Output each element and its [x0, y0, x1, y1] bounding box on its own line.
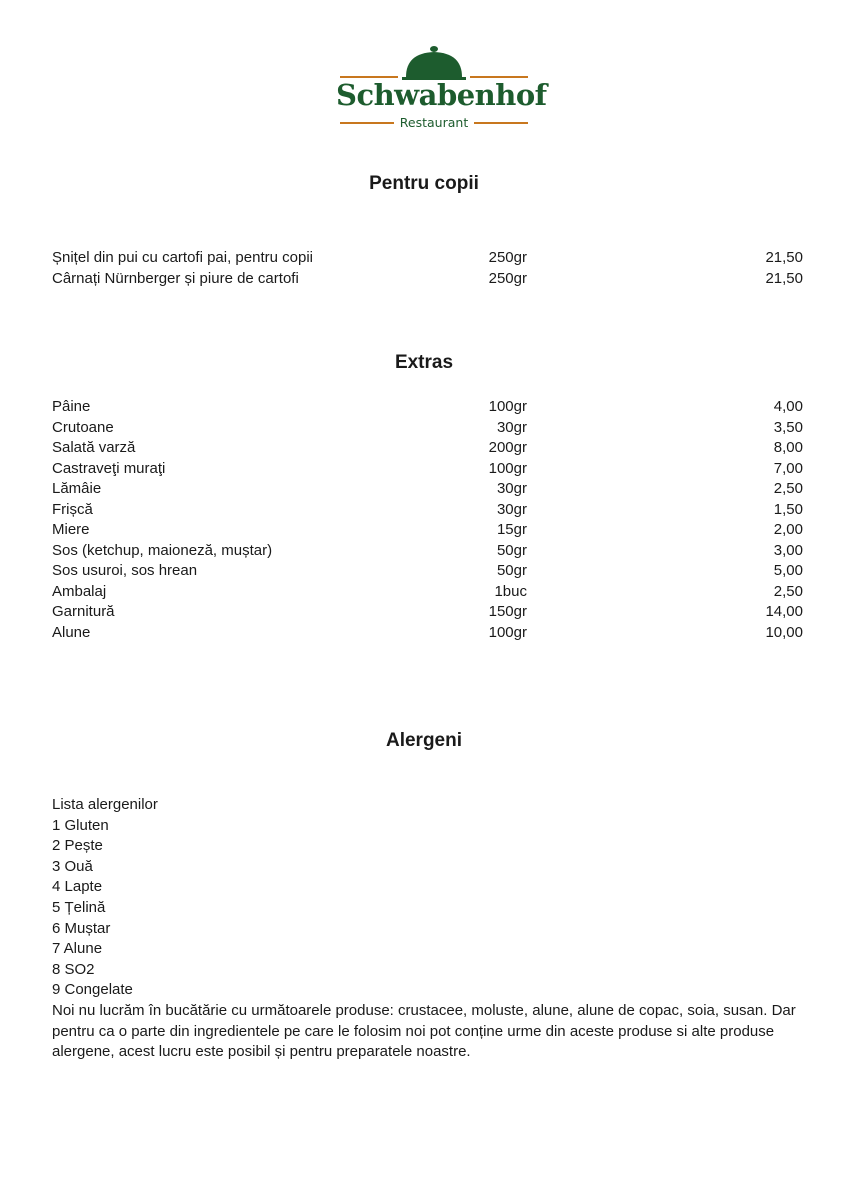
menu-item-name: Frișcă [52, 500, 93, 518]
logo-name: Schwabenhof [336, 78, 547, 112]
menu-row [52, 479, 803, 500]
menu-row [52, 541, 803, 562]
menu-row [52, 602, 803, 623]
menu-item-price: 8,00 [773, 439, 803, 456]
menu-row [52, 269, 803, 290]
allergen-item: 7 Alune [52, 940, 103, 958]
menu-item-quantity: 30gr [496, 418, 527, 436]
allergens-list-heading: Lista alergenilor [52, 796, 158, 813]
menu-item-price: 21,50 [765, 249, 803, 266]
allergen-item: 5 Țelină [52, 898, 106, 916]
menu-item-name: Șnițel din pui cu cartofi pai, pentru copii [52, 249, 313, 266]
menu-item-name: Alune [52, 623, 91, 641]
menu-row [52, 418, 803, 439]
menu-row [52, 248, 803, 269]
menu-item-quantity: 30gr [496, 480, 527, 497]
logo-subtitle: Restaurant [399, 115, 469, 130]
menu-item-price: 1,50 [773, 500, 803, 518]
menu-item-name: Miere [52, 521, 90, 538]
menu-item-price: 2,50 [773, 480, 803, 497]
menu-item-quantity: 100gr [488, 398, 527, 415]
allergen-item: 3 Ouă [52, 857, 93, 875]
menu-item-price: 3,00 [773, 541, 803, 559]
extras-menu-list [52, 397, 803, 643]
kids-menu-list [52, 248, 803, 289]
menu-item-quantity: 50gr [496, 562, 527, 579]
menu-row [52, 623, 803, 644]
menu-item-quantity: 200gr [488, 439, 527, 456]
menu-item-quantity: 250gr [488, 269, 527, 287]
menu-row [52, 500, 803, 521]
allergen-item: 9 Congelate [52, 981, 133, 999]
allergen-item: 6 Muștar [52, 919, 111, 937]
menu-row [52, 397, 803, 418]
menu-item-name: Cârnați Nürnberger și piure de cartofi [52, 269, 299, 287]
section-title-kids: Pentru copii [369, 173, 479, 194]
menu-item-price: 4,00 [773, 398, 803, 415]
menu-item-name: Crutoane [52, 418, 114, 436]
menu-item-quantity: 250gr [488, 249, 527, 266]
allergen-item: 8 SO2 [52, 960, 95, 978]
menu-item-price: 5,00 [773, 562, 803, 579]
menu-item-price: 3,50 [773, 418, 803, 436]
menu-row [52, 459, 803, 480]
menu-item-price: 21,50 [765, 269, 803, 287]
menu-item-name: Castraveţi muraţi [52, 459, 166, 477]
menu-row [52, 520, 803, 541]
allergens-note: Noi nu lucrăm în bucătărie cu următoarele produse: crustacee, moluste, alune, alune de copac, soia, susan. Dar pentru ca o parte din ingredientele pe care le folosim noi pot conține urme din aceste produse si alte produse alergene, acest lucru este posibil și pentru preparatele noastre. [52, 1001, 796, 1061]
menu-row [52, 438, 803, 459]
menu-item-name: Sos usuroi, sos hrean [52, 562, 198, 579]
section-title-extras: Extras [394, 352, 454, 373]
menu-item-name: Sos (ketchup, maioneză, muștar) [52, 541, 273, 559]
menu-item-price: 14,00 [765, 603, 803, 620]
menu-item-price: 10,00 [765, 623, 803, 641]
menu-item-quantity: 30gr [496, 500, 527, 518]
allergen-item: 2 Pește [52, 837, 103, 855]
allergen-item: 4 Lapte [52, 878, 103, 896]
menu-item-price: 7,00 [773, 459, 803, 477]
menu-item-quantity: 1buc [494, 582, 527, 600]
menu-item-name: Ambalaj [52, 582, 107, 600]
menu-item-name: Salată varză [52, 439, 136, 456]
menu-item-name: Garnitură [52, 603, 115, 620]
menu-row [52, 561, 803, 582]
section-title-allergens: Alergeni [385, 730, 463, 751]
menu-item-name: Pâine [52, 398, 91, 415]
allergens-list [52, 816, 822, 1001]
allergen-item: 1 Gluten [52, 816, 109, 834]
menu-item-name: Lămâie [52, 480, 102, 497]
menu-item-quantity: 100gr [488, 623, 527, 641]
menu-item-price: 2,50 [773, 582, 803, 600]
restaurant-logo [336, 44, 547, 132]
menu-row [52, 582, 803, 603]
menu-item-quantity: 150gr [488, 603, 527, 620]
menu-item-quantity: 15gr [496, 521, 527, 538]
menu-item-price: 2,00 [773, 521, 803, 538]
menu-item-quantity: 50gr [496, 541, 527, 559]
allergens-block [52, 795, 822, 1063]
menu-item-quantity: 100gr [488, 459, 527, 477]
